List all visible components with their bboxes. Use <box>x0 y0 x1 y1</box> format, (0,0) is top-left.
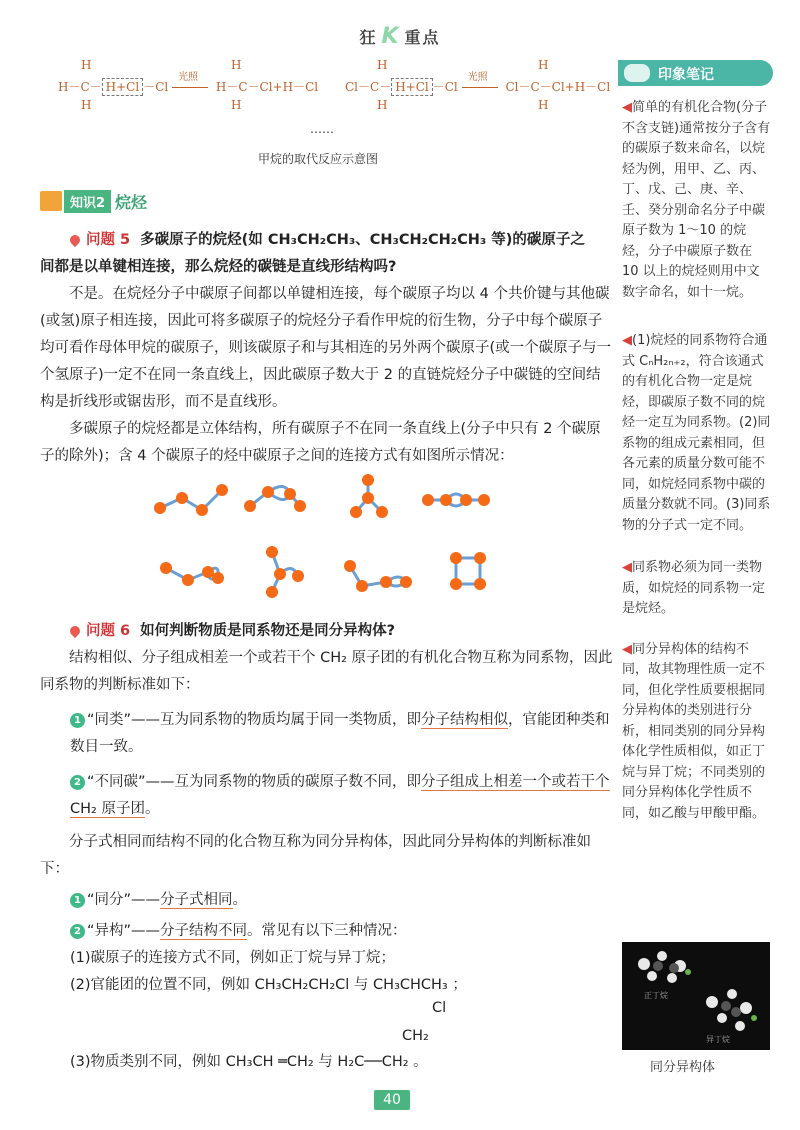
chain-structure-3 <box>350 474 388 518</box>
chain-structure-4 <box>422 494 490 506</box>
chain-structure-8 <box>450 552 486 590</box>
ellipsis: …… <box>310 122 334 136</box>
number-2-icon: 2 <box>70 924 85 939</box>
reaction-eq-2: H H Cl－C－ H+Cl －Cl 光照 Cl－C－Cl+H－Cl H H <box>345 58 611 112</box>
pin-icon <box>68 233 82 247</box>
chain-structure-7 <box>344 560 412 592</box>
isomer-model-image: 正丁烷 异丁烷 <box>622 942 770 1050</box>
elephant-icon <box>624 64 650 82</box>
sidebar-notes: ◀简单的有机化合物(分子不含支链)通常按分子含有的碳原子数来命名，以烷烃为例，用甲、乙、丙、丁、戊、己、庚、辛、壬、癸分别命名分子中碳原子数为 1～10 的烷烃，分子中碳原子数在 10 以上的烷烃则用中文数字命名，如十一烷。 ◀(1)烷烃的同系物符合通式 CₙH₂ₙ₊₂，符合该通式的有机化合物一定是烷烃，即碳原子数不同的烷烃一定互为同系物。(2)同系物的组成元素相同，但各元素的质量分数可能不同，如烷烃同系物中碳的质量分数就不同。(3)同系物的分子式一定不同。 ◀同系物必须为同一类物质，如烷烃的同系物一定是烷烃。 ◀同分异构体的结构不同，故其物理性质一定不同，但化学性质要根据同分异构体的类别进行分析，相同类别的同分异构体化学性质相似，如正丁烷与异丁烷；不同类别的同分异构体化学性质不同，如乙酸与甲酸甲酯。 <box>622 100 771 821</box>
pin-icon <box>68 624 82 638</box>
carbon-chain-figure <box>150 470 500 600</box>
number-1-icon: 1 <box>70 893 85 908</box>
book-icon <box>40 191 62 211</box>
sidebar-title: 印象笔记 <box>618 60 773 88</box>
chain-structure-6 <box>266 546 304 598</box>
chain-structure-1 <box>154 484 228 516</box>
question-5-section: 问题 5 多碳原子的烷烃(如 CH₃CH₂CH₃、CH₃CH₂CH₂CH₃ 等)的碳原子之 间都是以单键相连接，那么烷烃的碳链是直线形结构吗? 不是。在烷烃分子中碳原子间都以单键相连接，每个碳原子均以 4 个共价键与其他碳(或氢)原子相连接，因此可将多碳原子的烷烃分子看作甲烷的衍生物，分子中每个碳原子均可看作母体甲烷的碳原子，则该碳原子和与其相连的另外两个碳原子(或一个碳原子与一个氢原子)一定不在同一条直线上，因此碳原子数大于 2 的直链烷烃分子中碳链的空间结构是折线形或锯齿形，而不是直线形。 多碳原子的烷烃都是立体结构，所有碳原子不在同一条直线上(分子中只有 2 个碳原子的除外)；含 4 个碳原子的烃中碳原子之间的连接方式有如图所示情况： <box>40 232 612 464</box>
number-1-icon: 1 <box>70 713 85 728</box>
knowledge-heading: 知识2 烷烃 <box>40 188 147 214</box>
number-2-icon: 2 <box>70 775 85 790</box>
page-header: 狂 K 重点 <box>359 24 441 49</box>
chain-structure-5 <box>160 562 224 586</box>
question-6-section: 问题 6 如何判断物质是同系物还是同分异构体? 结构相似、分子组成相差一个或若干个 CH₂ 原子团的有机化合物互称为同系物，因此同系物的判断标准如下： 1 “同类”——互为同系物的物质均属于同一类物质，即分子结构相似，官能团种类和数目一致。 2 “不同碳”——互为同系物的物质的碳原子数不同，即分子组成上相差一个或若干个 CH₂ 原子团。 分子式相同而结构不同的化合物互称为同分异构体，因此同分异构体的判断标准如下： 1 “同分”——分子式相同。 2 “异构”——分子结构不同。常见有以下三种情况： (1)碳原子的连接方式不同，例如正丁烷与异丁烷； (2)官能团的位置不同，例如 CH₃CH₂CH₂Cl 与 CH₃CHCH₃ ； Cl CH₂ (3)物质类别不同，例如 CH₃CH ═CH₂ 与 H₂C──CH₂ 。 <box>40 623 613 1070</box>
image-caption: 同分异构体 <box>650 1060 716 1075</box>
chain-structure-2 <box>244 486 306 512</box>
page-number: 40 <box>374 1090 410 1110</box>
reaction-eq-1: H H H－C－ H+Cl －Cl 光照 H－C－Cl+H－Cl H H <box>58 58 319 112</box>
figure-caption: 甲烷的取代反应示意图 <box>258 152 379 166</box>
